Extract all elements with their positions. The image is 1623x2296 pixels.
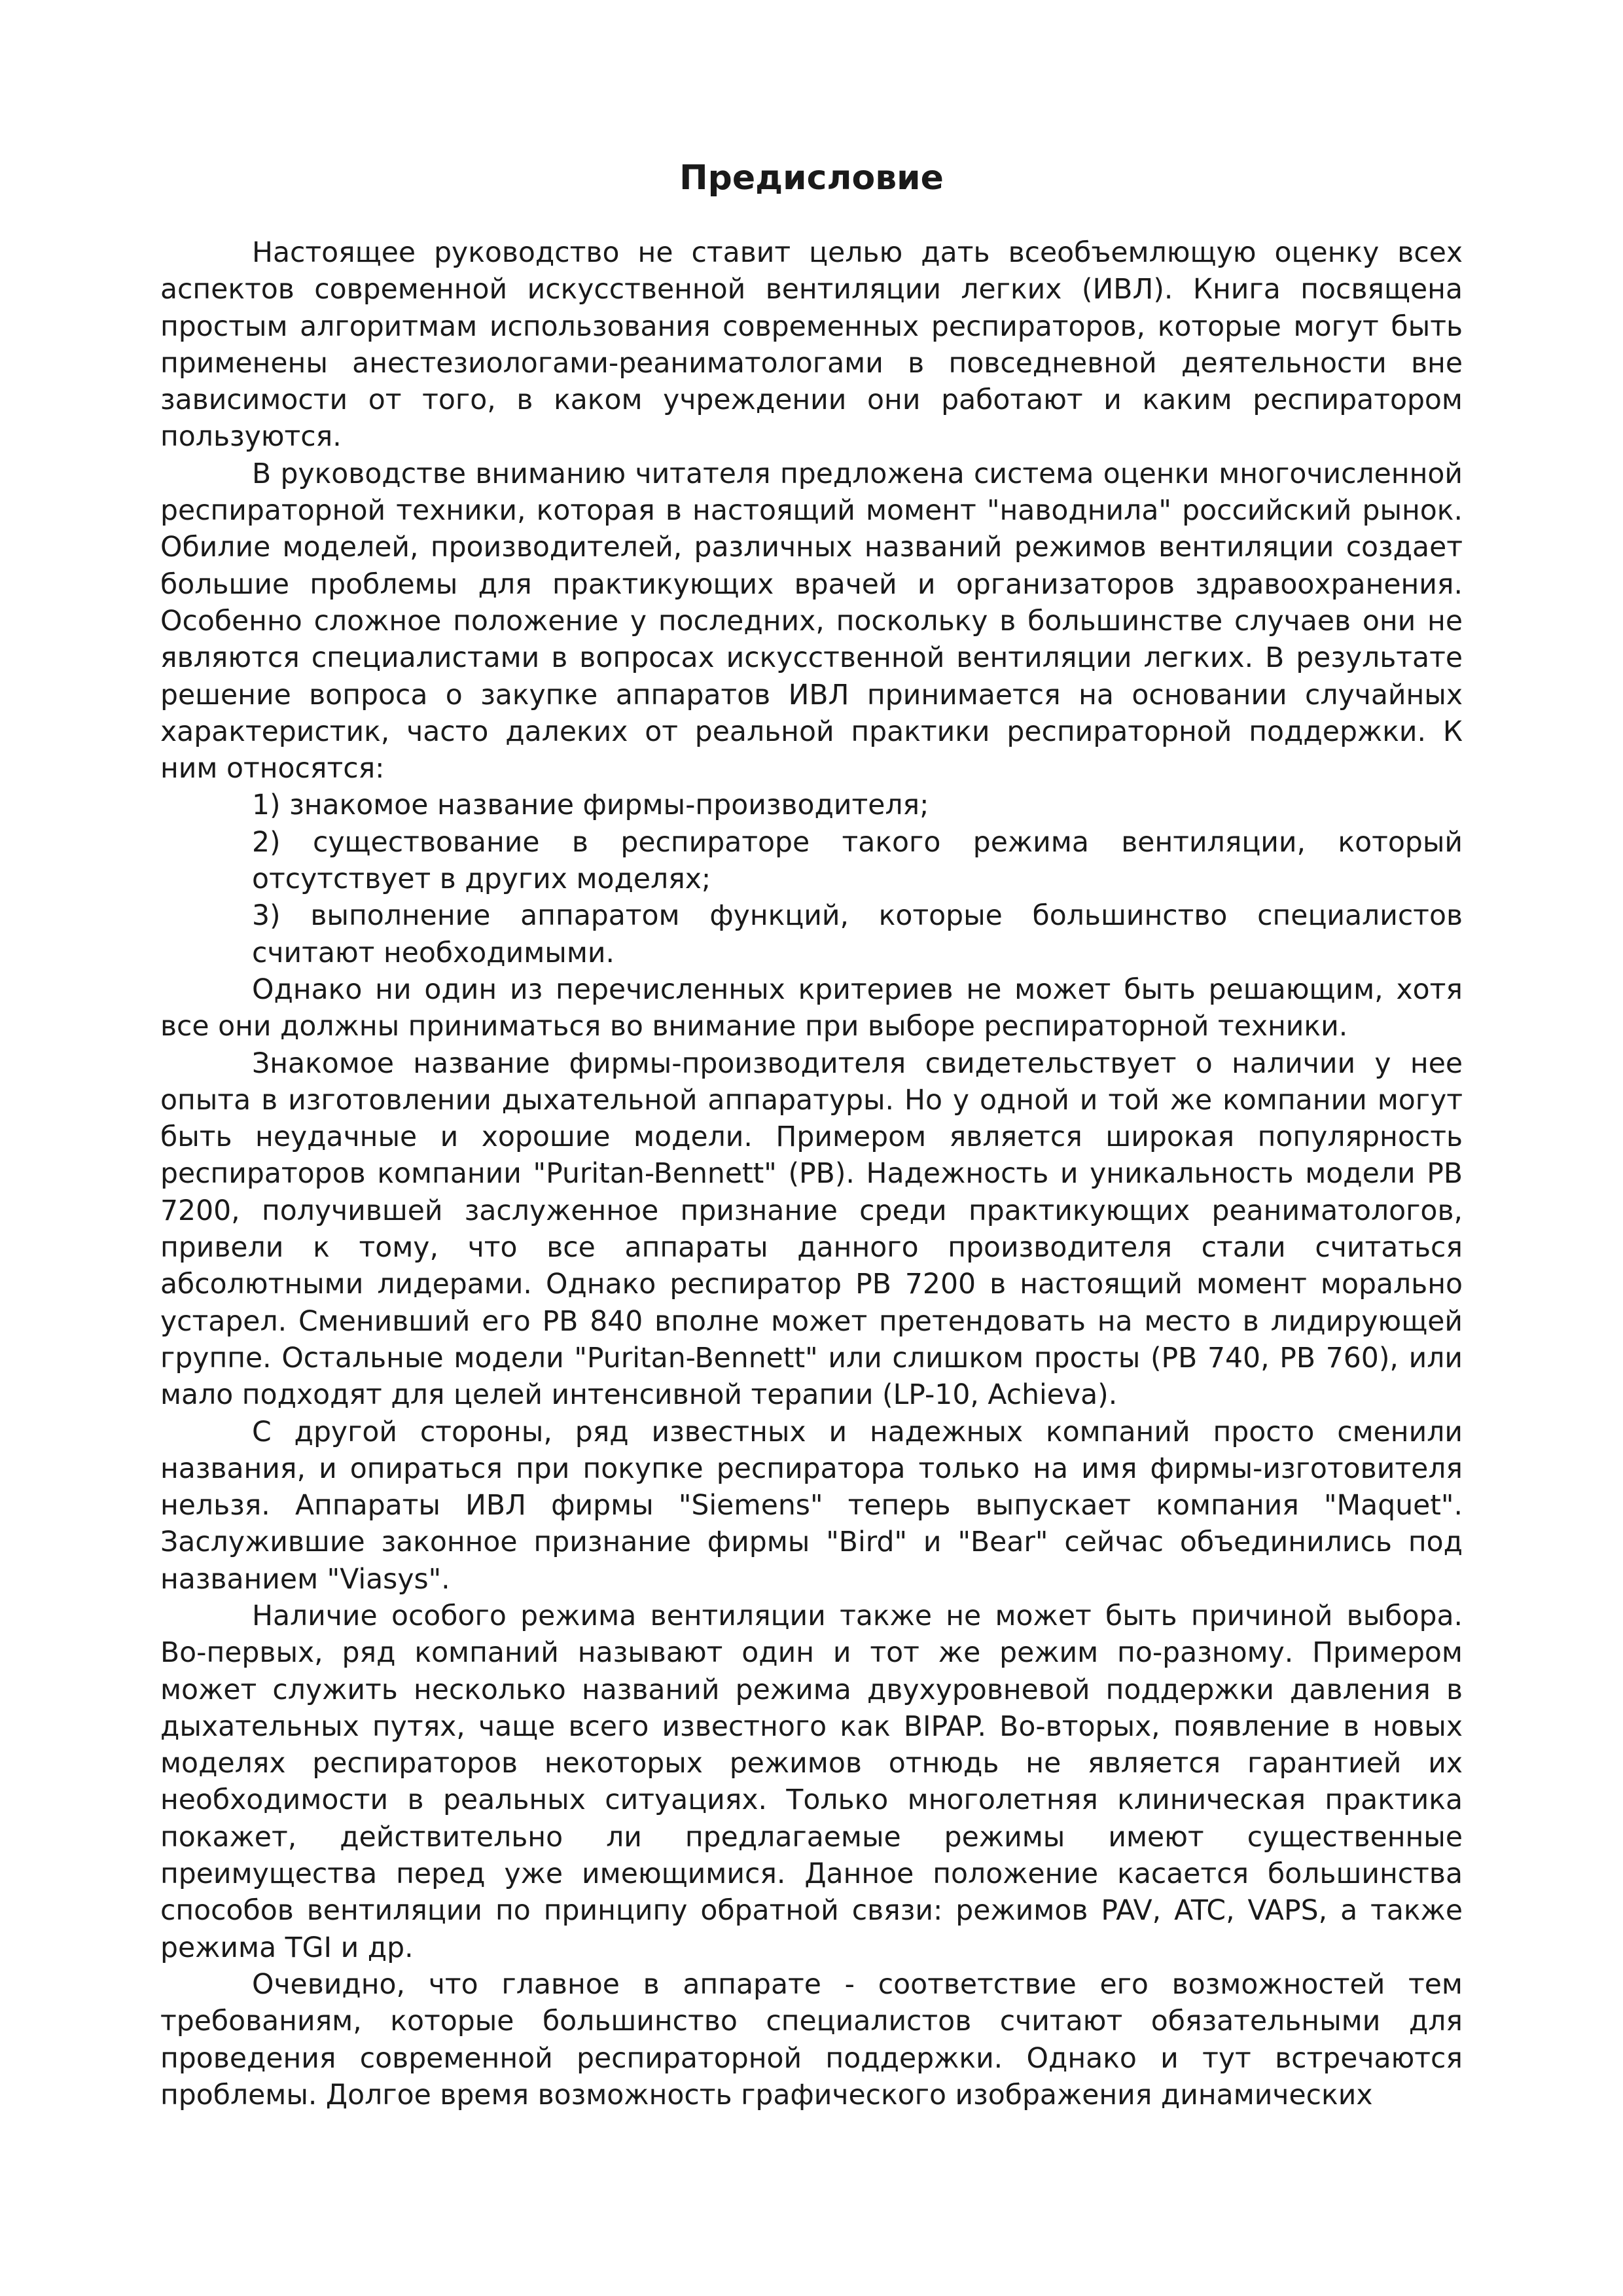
paragraph-modes: Наличие особого режима вентиляции также не может быть причиной выбора. Во-первых, ряд компаний называют один и тот же режим по-разному. Примером может служить несколько названий режима двухуровневой поддержки давления в дыхательных путях, чаще всего известного как BIPAP. Во-вторых, появление в новых моделях респираторов некоторых режимов отнюдь не является гарантией их необходимости в реальных ситуациях. Только многолетняя клиническая практика покажет, действительно ли предлагаемые режимы имеют существенные преимущества перед уже имеющимися. Данное положение касается большинства способов вентиляции по принципу обратной связи: режимов PAV, ATC, VAPS, а также режима TGI и др. <box>160 1600 1463 1964</box>
page-title: Предисловие <box>679 158 944 198</box>
paragraph-intro: Настоящее руководство не ставит целью дать всеобъемлющую оценку всех аспектов современной искусственной вентиляции легких (ИВЛ). Книга посвящена простым алгоритмам использования современных респираторов, которые могут быть применены анестезиологами-реаниматологами в повседневной деятельности вне зависимости от того, в каком учреждении они работают и каким респиратором пользуются. <box>160 237 1463 454</box>
paragraph-companies: С другой стороны, ряд известных и надежных компаний просто сменили названия, и опираться при покупке респиратора только на имя фирмы-изготовителя нельзя. Аппараты ИВЛ фирмы "Siemens" теперь выпускает компания "Maquet". Заслужившие законное признание фирмы "Bird" и "Bear" сейчас объединились под названием "Viasys". <box>160 1416 1463 1596</box>
paragraph-manufacturer: Знакомое название фирмы-производителя свидетельствует о наличии у нее опыта в изготовлении дыхательной аппаратуры. Но у одной и той же компании могут быть неудачные и хорошие модели. Примером является широкая популярность респираторов компании "Puritan-Bennett" (PB). Надежность и уникальность модели PB 7200, получившей заслуженное признание среди практикующих реаниматологов, привели к тому, что все аппараты данного производителя стали считаться абсолютными лидерами. Однако респиратор PB 7200 в настоящий момент морально устарел. Сменивший его PB 840 вполне может претендовать на место в лидирующей группе. Остальные модели "Puritan-Bennett" или слишком просты (PB 740, PB 760), или мало подходят для целей интенсивной терапии (LP-10, Achieva). <box>160 1047 1463 1412</box>
paragraph-requirements: Очевидно, что главное в аппарате - соответствие его возможностей тем требованиям, которые большинство специалистов считают обязательными для проведения современной респираторной поддержки. Однако и тут встречаются проблемы. Долгое время возможность графического изображения динамических <box>160 1968 1463 2111</box>
document-page <box>160 157 1463 2114</box>
list-item: 1) знакомое название фирмы-производителя; <box>252 789 929 822</box>
paragraph-system: В руководстве вниманию читателя предложена система оценки многочисленной респираторной техники, которая в настоящий момент "наводнила" российский рынок. Обилие моделей, производителей, различных названий режимов вентиляции создает большие проблемы для практикующих врачей и организаторов здравоохранения. Особенно сложное положение у последних, поскольку в большинстве случаев они не являются специалистами в вопросах искусственной вентиляции легких. В результате решение вопроса о закупке аппаратов ИВЛ принимается на основании случайных характеристик, часто далеких от реальной практики респираторной поддержки. К ним относятся: <box>160 457 1463 785</box>
list-item: 2) существование в респираторе такого режима вентиляции, который отсутствует в других моделях; <box>252 826 1463 896</box>
list-item: 3) выполнение аппаратом функций, которые большинство специалистов считают необходимыми. <box>252 900 1463 969</box>
paragraph-criteria: Однако ни один из перечисленных критериев не может быть решающим, хотя все они должны приниматься во внимание при выборе респираторной техники. <box>160 973 1463 1043</box>
